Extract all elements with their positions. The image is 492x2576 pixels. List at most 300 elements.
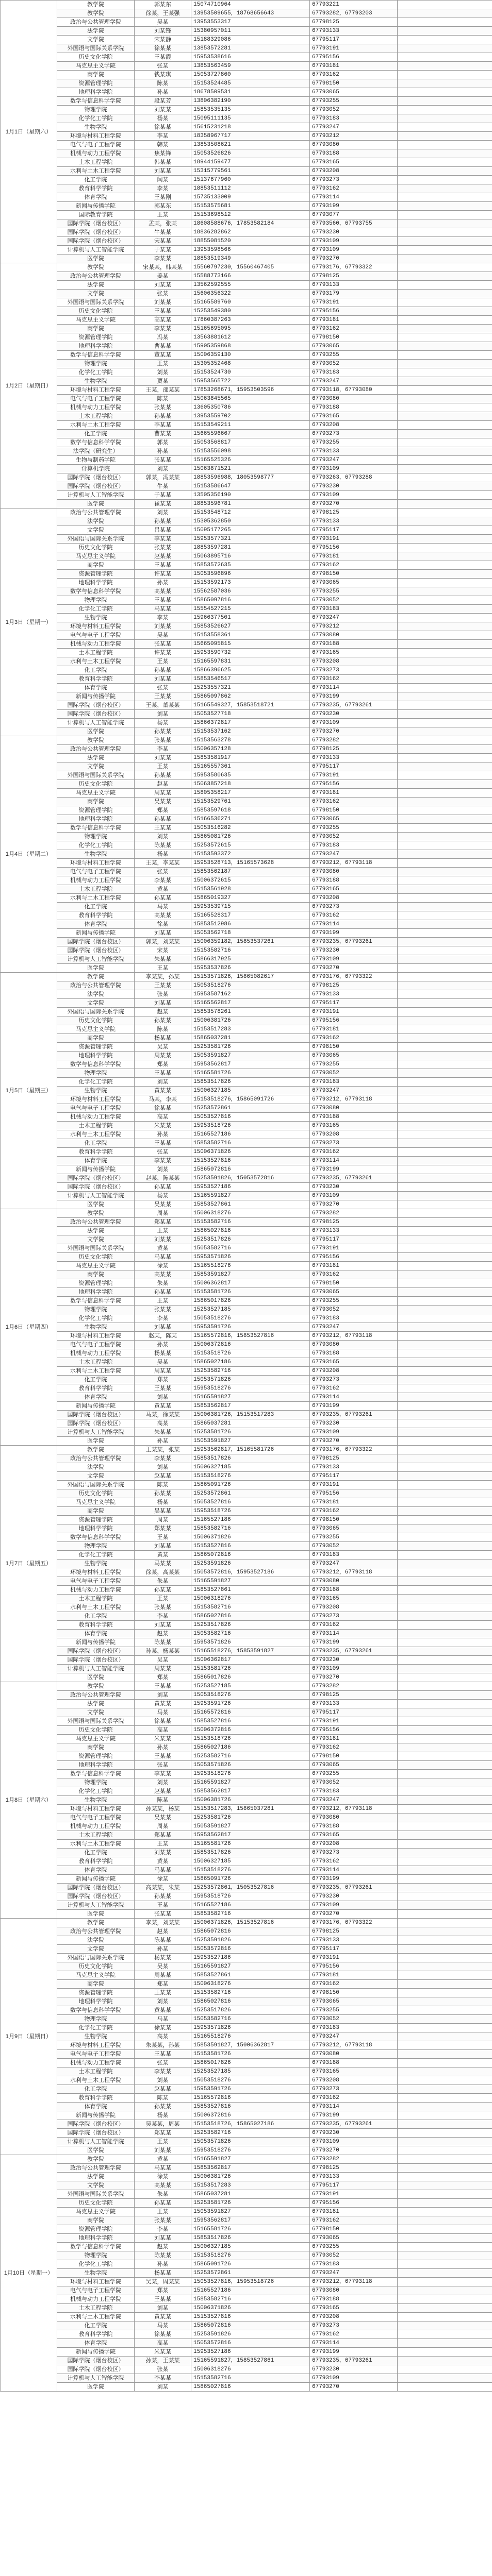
unit-name: 历史文化学院 xyxy=(57,307,135,316)
staff-name: 孙某 xyxy=(135,1341,191,1349)
mobile-number: 15153548712 xyxy=(191,509,310,517)
blank-cell xyxy=(398,894,492,903)
blank-cell xyxy=(398,1884,492,1892)
roster-row xyxy=(1,1025,492,1034)
staff-name: 高某某 xyxy=(135,316,191,325)
roster-row xyxy=(1,1586,492,1595)
blank-cell xyxy=(398,1288,492,1297)
staff-name: 郭某，刘某某 xyxy=(135,938,191,946)
staff-name: 李某 xyxy=(135,614,191,622)
office-phone: 67793183 xyxy=(310,1314,398,1323)
office-phone: 67793176，67793322 xyxy=(310,973,398,981)
blank-cell xyxy=(398,1209,492,1218)
roster-row xyxy=(1,1551,492,1560)
mobile-number: 15865019327 xyxy=(191,894,310,903)
roster-row xyxy=(1,1472,492,1481)
blank-cell xyxy=(398,587,492,596)
mobile-number: 15153518726，15865027186 xyxy=(191,2120,310,2129)
office-phone: 67793052 xyxy=(310,106,398,114)
staff-name: 李某某 xyxy=(135,255,191,263)
blank-cell xyxy=(398,360,492,368)
blank-cell xyxy=(398,2208,492,2216)
unit-name: 化工学院 xyxy=(57,666,135,675)
blank-cell xyxy=(398,981,492,990)
staff-name: 崔某某 xyxy=(135,500,191,509)
roster-row xyxy=(1,1174,492,1183)
office-phone: 67793162 xyxy=(310,2330,398,2339)
roster-row xyxy=(1,2304,492,2313)
unit-name: 教育科学学院 xyxy=(57,1148,135,1157)
mobile-number: 15006372816 xyxy=(191,1726,310,1735)
staff-name: 吴某 xyxy=(135,1358,191,1367)
office-phone: 67793080 xyxy=(310,631,398,640)
staff-name: 朱某某，孙某 xyxy=(135,2041,191,2050)
blank-cell xyxy=(398,377,492,386)
mobile-number: 15853582716 xyxy=(191,1910,310,1919)
office-phone: 67798150 xyxy=(310,806,398,815)
blank-cell xyxy=(398,1524,492,1533)
roster-row xyxy=(1,973,492,981)
staff-name: 王某某 xyxy=(135,1384,191,1393)
blank-cell xyxy=(398,1892,492,1901)
staff-name: 孙某某 xyxy=(135,815,191,824)
roster-row xyxy=(1,18,492,27)
blank-cell xyxy=(398,2032,492,2041)
unit-name: 电气与电子工程学院 xyxy=(57,2286,135,2295)
staff-name: 李某 xyxy=(135,1612,191,1621)
blank-cell xyxy=(398,1437,492,1446)
blank-cell xyxy=(398,990,492,999)
mobile-number: 15805358217 xyxy=(191,789,310,798)
roster-row xyxy=(1,2269,492,2278)
unit-name: 国际学院（烟台校区） xyxy=(57,237,135,246)
staff-name: 刘某某 xyxy=(135,1542,191,1551)
unit-name: 商学院 xyxy=(57,1507,135,1516)
office-phone: 67793165 xyxy=(310,158,398,167)
unit-name: 电气与电子工程学院 xyxy=(57,1814,135,1822)
office-phone: 67793191 xyxy=(310,44,398,53)
office-phone: 67793065 xyxy=(310,1997,398,2006)
blank-cell xyxy=(398,2146,492,2155)
staff-name: 陈某某 xyxy=(135,1638,191,1647)
mobile-number: 15865037281 xyxy=(191,2190,310,2199)
duty-date: 1月4日（星期二） xyxy=(1,736,57,973)
office-phone: 67793263，67793288 xyxy=(310,473,398,482)
mobile-number: 15865027816 xyxy=(191,1227,310,1235)
roster-row xyxy=(1,2208,492,2216)
staff-name: 李某某 xyxy=(135,2374,191,2383)
unit-name: 水利与土木工程学院 xyxy=(57,167,135,176)
mobile-number: 15165557361 xyxy=(191,762,310,771)
roster-row xyxy=(1,298,492,307)
unit-name: 土木工程学院 xyxy=(57,885,135,894)
mobile-number: 15953591726 xyxy=(191,1700,310,1708)
unit-name: 化工学院 xyxy=(57,1612,135,1621)
mobile-number: 15953580635 xyxy=(191,771,310,780)
mobile-number: 15153527816 xyxy=(191,2313,310,2321)
roster-row xyxy=(1,193,492,202)
mobile-number: 15006371826，15153527816 xyxy=(191,1919,310,1927)
staff-name: 陈某 xyxy=(135,79,191,88)
staff-name: 王某霞 xyxy=(135,53,191,62)
blank-cell xyxy=(398,158,492,167)
mobile-number: 15865027186 xyxy=(191,1358,310,1367)
unit-name: 商学院 xyxy=(57,1270,135,1279)
mobile-number: 15153518276 xyxy=(191,1472,310,1481)
mobile-number: 15866396625 xyxy=(191,666,310,675)
roster-row xyxy=(1,2286,492,2295)
duty-date: 1月7日（星期五） xyxy=(1,1446,57,1682)
mobile-number: 18678509531 xyxy=(191,88,310,97)
staff-name: 刘某某 xyxy=(135,2234,191,2243)
blank-cell xyxy=(398,920,492,929)
office-phone: 67795156 xyxy=(310,1489,398,1498)
blank-cell xyxy=(398,2103,492,2111)
staff-name: 王某 xyxy=(135,2138,191,2146)
mobile-number: 15853512986 xyxy=(191,920,310,929)
blank-cell xyxy=(398,1279,492,1288)
mobile-number: 15865072816 xyxy=(191,2321,310,2330)
mobile-number: 15866317925 xyxy=(191,955,310,964)
blank-cell xyxy=(398,1656,492,1665)
unit-name: 新闻与传播学院 xyxy=(57,1638,135,1647)
office-phone: 67793109 xyxy=(310,465,398,473)
office-phone: 67793247 xyxy=(310,123,398,132)
office-phone: 67793270 xyxy=(310,255,398,263)
staff-name: 徐某，高某某 xyxy=(135,1568,191,1577)
staff-name: 刘某某 xyxy=(135,622,191,631)
staff-name: 赵某某 xyxy=(135,1787,191,1796)
mobile-number: 15953518726 xyxy=(191,1122,310,1130)
mobile-number: 15953590732 xyxy=(191,649,310,657)
mobile-number: 15006362817 xyxy=(191,1656,310,1665)
office-phone: 67793273 xyxy=(310,666,398,675)
roster-row xyxy=(1,701,492,710)
roster-row xyxy=(1,1787,492,1796)
roster-row xyxy=(1,1367,492,1376)
roster-row xyxy=(1,2059,492,2067)
roster-row xyxy=(1,1384,492,1393)
office-phone: 67793162 xyxy=(310,1384,398,1393)
office-phone: 67793208 xyxy=(310,2313,398,2321)
office-phone: 67793235，67793261 xyxy=(310,938,398,946)
blank-cell xyxy=(398,622,492,631)
unit-name: 马克思主义学院 xyxy=(57,789,135,798)
staff-name: 马某某 xyxy=(135,2164,191,2173)
staff-name: 高某某 xyxy=(135,2181,191,2190)
blank-cell xyxy=(398,62,492,71)
blank-cell xyxy=(398,1122,492,1130)
office-phone: 67793109 xyxy=(310,237,398,246)
unit-name: 水利与土木工程学院 xyxy=(57,2313,135,2321)
office-phone: 67793199 xyxy=(310,1638,398,1647)
mobile-number: 15153518276，15865091726 xyxy=(191,1095,310,1104)
roster-row xyxy=(1,2067,492,2076)
mobile-number: 15865081726 xyxy=(191,833,310,841)
unit-name: 外国语与国际关系学院 xyxy=(57,298,135,307)
mobile-number: 15006362817 xyxy=(191,1279,310,1288)
blank-cell xyxy=(398,272,492,281)
mobile-number: 15560797230，15560467405 xyxy=(191,263,310,272)
office-phone: 67793199 xyxy=(310,692,398,701)
mobile-number: 15053572816 xyxy=(191,1945,310,1954)
staff-name: 马某 xyxy=(135,2321,191,2330)
mobile-number: 15053591827 xyxy=(191,1052,310,1060)
blank-cell xyxy=(398,1446,492,1454)
unit-name: 历史文化学院 xyxy=(57,1489,135,1498)
staff-name: 孙某 xyxy=(135,1743,191,1752)
roster-row xyxy=(1,552,492,561)
staff-name: 孙某某 xyxy=(135,1586,191,1595)
office-phone: 67793080 xyxy=(310,1341,398,1349)
office-phone: 67795156 xyxy=(310,544,398,552)
unit-name: 文学院 xyxy=(57,36,135,44)
office-phone: 67793109 xyxy=(310,719,398,727)
office-phone: 67793282 xyxy=(310,1682,398,1691)
blank-cell xyxy=(398,1498,492,1507)
staff-name: 杨某某 xyxy=(135,1034,191,1043)
staff-name: 孙某 xyxy=(135,579,191,587)
unit-name: 国际学院（烟台校区） xyxy=(57,219,135,228)
roster-row xyxy=(1,1577,492,1586)
staff-name: 王某某 xyxy=(135,2050,191,2059)
unit-name: 电气与电子工程学院 xyxy=(57,395,135,403)
roster-row xyxy=(1,1884,492,1892)
blank-cell xyxy=(398,1016,492,1025)
mobile-number: 15165591827 xyxy=(191,1778,310,1787)
office-phone: 67793165 xyxy=(310,412,398,421)
roster-body xyxy=(1,1,492,2392)
office-phone: 67793181 xyxy=(310,1262,398,1270)
office-phone: 67793221 xyxy=(310,1,398,9)
blank-cell xyxy=(398,946,492,955)
unit-name: 物理学院 xyxy=(57,596,135,605)
blank-cell xyxy=(398,649,492,657)
mobile-number: 18608588676，17853582184 xyxy=(191,219,310,228)
unit-name: 政治与公共管理学院 xyxy=(57,272,135,281)
mobile-number: 15953571826 xyxy=(191,2024,310,2032)
staff-name: 张某某 xyxy=(135,1910,191,1919)
roster-row xyxy=(1,1743,492,1752)
office-phone: 67793109 xyxy=(310,1901,398,1910)
mobile-number: 15865072816 xyxy=(191,1165,310,1174)
blank-cell xyxy=(398,1980,492,1989)
roster-row xyxy=(1,272,492,281)
blank-cell xyxy=(398,1148,492,1157)
roster-row xyxy=(1,412,492,421)
blank-cell xyxy=(398,2269,492,2278)
blank-cell xyxy=(398,692,492,701)
roster-row xyxy=(1,938,492,946)
office-phone: 67793208 xyxy=(310,1840,398,1849)
blank-cell xyxy=(398,762,492,771)
staff-name: 吕某某 xyxy=(135,526,191,535)
office-phone: 67793191 xyxy=(310,1008,398,1016)
mobile-number: 15165518276 xyxy=(191,2032,310,2041)
unit-name: 机械与动力工程学院 xyxy=(57,2059,135,2067)
office-phone: 67793162 xyxy=(310,2094,398,2103)
staff-name: 刘某某 xyxy=(135,675,191,684)
office-phone: 67793191 xyxy=(310,1954,398,1962)
mobile-number: 15053582716 xyxy=(191,1630,310,1638)
staff-name: 王某某 xyxy=(135,981,191,990)
unit-name: 文学院 xyxy=(57,1472,135,1481)
blank-cell xyxy=(398,1384,492,1393)
office-phone: 67793118，67793080 xyxy=(310,386,398,395)
staff-name: 吴某 xyxy=(135,1962,191,1971)
mobile-number: 15165581726 xyxy=(191,2225,310,2234)
roster-row xyxy=(1,1708,492,1717)
roster-row xyxy=(1,1805,492,1814)
office-phone: 67793247 xyxy=(310,1560,398,1568)
staff-name: 牛某某 xyxy=(135,228,191,237)
blank-cell xyxy=(398,491,492,500)
blank-cell xyxy=(398,1857,492,1866)
roster-row xyxy=(1,2111,492,2120)
unit-name: 外国语与国际关系学院 xyxy=(57,1954,135,1962)
roster-row xyxy=(1,1270,492,1279)
mobile-number: 15866372817 xyxy=(191,719,310,727)
unit-name: 教育科学学院 xyxy=(57,911,135,920)
unit-name: 政治与公共管理学院 xyxy=(57,981,135,990)
mobile-number: 15953565722 xyxy=(191,377,310,386)
office-phone: 67795156 xyxy=(310,780,398,789)
staff-name: 张某某 xyxy=(135,1306,191,1314)
mobile-number: 15153582716 xyxy=(191,1218,310,1227)
staff-name: 朱某 xyxy=(135,1279,191,1288)
unit-name: 文学院 xyxy=(57,526,135,535)
office-phone: 67793109 xyxy=(310,955,398,964)
blank-cell xyxy=(398,1113,492,1122)
mobile-number: 15063871521 xyxy=(191,465,310,473)
mobile-number: 15865037281 xyxy=(191,1034,310,1043)
mobile-number: 15053596896 xyxy=(191,570,310,579)
mobile-number: 15865027186 xyxy=(191,1743,310,1752)
blank-cell xyxy=(398,316,492,325)
mobile-number: 15165591827 xyxy=(191,1192,310,1200)
staff-name: 赵某某 xyxy=(135,2085,191,2094)
mobile-number: 15853517826 xyxy=(191,2234,310,2243)
blank-cell xyxy=(398,2330,492,2339)
roster-row xyxy=(1,44,492,53)
mobile-number: 15153529761 xyxy=(191,798,310,806)
staff-name: 孙某 xyxy=(135,1130,191,1139)
roster-row xyxy=(1,622,492,631)
mobile-number: 15153571826，15865082617 xyxy=(191,973,310,981)
roster-row xyxy=(1,1989,492,1997)
blank-cell xyxy=(398,850,492,859)
staff-name: 王某 xyxy=(135,1840,191,1849)
office-phone: 67793133 xyxy=(310,517,398,526)
office-phone: 67793208 xyxy=(310,1130,398,1139)
staff-name: 郭某 xyxy=(135,438,191,447)
staff-name: 刘某某 xyxy=(135,106,191,114)
blank-cell xyxy=(398,1262,492,1270)
roster-row xyxy=(1,307,492,316)
staff-name: 王某某 xyxy=(135,1989,191,1997)
roster-row xyxy=(1,2173,492,2181)
mobile-number: 15165518276 xyxy=(191,1262,310,1270)
office-phone: 67793114 xyxy=(310,2103,398,2111)
office-phone: 67793181 xyxy=(310,2208,398,2216)
unit-name: 生物学院 xyxy=(57,2269,135,2278)
unit-name: 医学院 xyxy=(57,727,135,736)
office-phone: 67793183 xyxy=(310,841,398,850)
staff-name: 董某某 xyxy=(135,351,191,360)
blank-cell xyxy=(398,771,492,780)
roster-row xyxy=(1,1130,492,1139)
roster-row xyxy=(1,1463,492,1472)
office-phone: 67793181 xyxy=(310,1735,398,1743)
office-phone: 67793282 xyxy=(310,2155,398,2164)
office-phone: 67793109 xyxy=(310,1665,398,1673)
mobile-number: 15053582716 xyxy=(191,1244,310,1253)
mobile-number: 15165562817 xyxy=(191,999,310,1008)
office-phone: 67793230 xyxy=(310,2129,398,2138)
unit-name: 外国语与国际关系学院 xyxy=(57,44,135,53)
blank-cell xyxy=(398,281,492,290)
unit-name: 水利与土木工程学院 xyxy=(57,1840,135,1849)
staff-name: 周某 xyxy=(135,1822,191,1831)
unit-name: 国际学院（烟台校区） xyxy=(57,228,135,237)
mobile-number: 15865017826 xyxy=(191,1673,310,1682)
blank-cell xyxy=(398,2129,492,2138)
mobile-number: 15165572816 xyxy=(191,1708,310,1717)
roster-row xyxy=(1,1778,492,1787)
mobile-number: 18853596988，18053598777 xyxy=(191,473,310,482)
mobile-number: 15165549327，15853518721 xyxy=(191,701,310,710)
office-phone: 67793183 xyxy=(310,2260,398,2269)
unit-name: 数学与信息科学学院 xyxy=(57,1770,135,1778)
blank-cell xyxy=(398,2041,492,2050)
mobile-number: 15053571826 xyxy=(191,1376,310,1384)
unit-name: 体育学院 xyxy=(57,1866,135,1875)
mobile-number: 15165528317 xyxy=(191,911,310,920)
roster-row xyxy=(1,631,492,640)
mobile-number: 15165527186 xyxy=(191,2286,310,2295)
unit-name: 文学院 xyxy=(57,1945,135,1954)
unit-name: 教育科学学院 xyxy=(57,1857,135,1866)
roster-row xyxy=(1,561,492,570)
mobile-number: 15153698512 xyxy=(191,211,310,219)
office-phone: 67798150 xyxy=(310,1516,398,1524)
mobile-number: 18836282862 xyxy=(191,228,310,237)
roster-row xyxy=(1,1288,492,1297)
staff-name: 陈某 xyxy=(135,1481,191,1489)
office-phone: 67793247 xyxy=(310,1323,398,1332)
unit-name: 国际教育学院 xyxy=(57,211,135,219)
mobile-number: 15053527816 xyxy=(191,1498,310,1507)
roster-row xyxy=(1,789,492,798)
office-phone: 67793114 xyxy=(310,193,398,202)
roster-row xyxy=(1,500,492,509)
staff-name: 张某某 xyxy=(135,736,191,745)
roster-row xyxy=(1,666,492,675)
office-phone: 67793080 xyxy=(310,141,398,149)
blank-cell xyxy=(398,1270,492,1279)
office-phone: 67793208 xyxy=(310,1367,398,1376)
mobile-number: 15865027816 xyxy=(191,1612,310,1621)
office-phone: 67793080 xyxy=(310,1104,398,1113)
roster-row xyxy=(1,1323,492,1332)
office-phone: 67798150 xyxy=(310,1989,398,1997)
unit-name: 机械与动力工程学院 xyxy=(57,876,135,885)
unit-name: 医学院 xyxy=(57,255,135,263)
unit-name: 化工学院 xyxy=(57,1849,135,1857)
mobile-number: 15853562817 xyxy=(191,2164,310,2173)
roster-row xyxy=(1,88,492,97)
mobile-number: 15562587036 xyxy=(191,587,310,596)
